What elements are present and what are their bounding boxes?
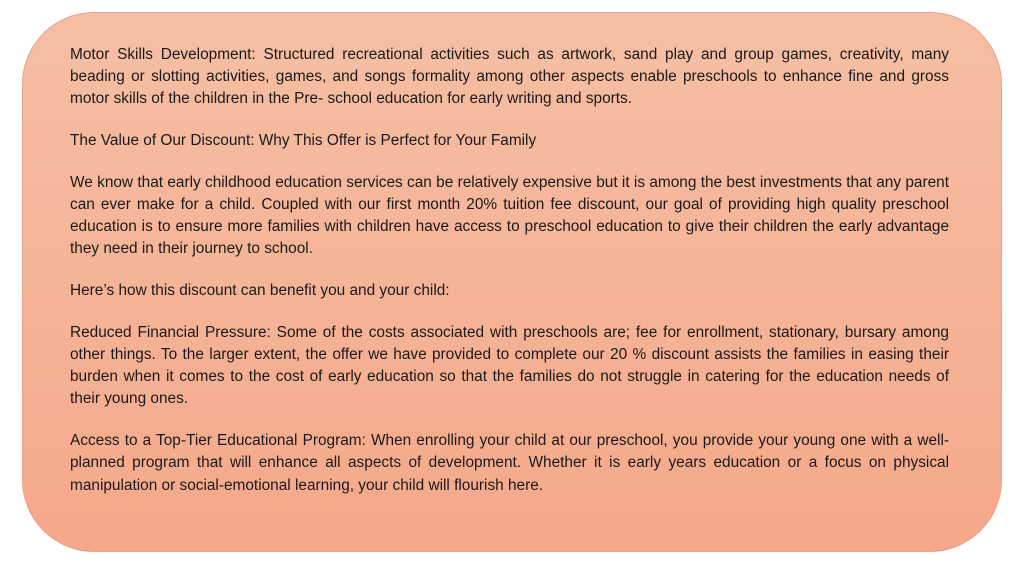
paragraph-discount-intro: We know that early childhood education services can be relatively expensive but it is among the best investments that any parent can ever make for a child. Coupled with our first month 20% tuition fee discount, our goal of providing high quality preschool education is to ensure more families with children have access to preschool education to give their children the early advantage they need in their journey to school. bbox=[70, 173, 949, 258]
paragraph-financial-pressure: Reduced Financial Pressure: Some of the costs associated with preschools are; fee for enrollment, stationary, bursary among other things. To the larger extent, the offer we have provided to complete our 20 % discount assists the families in easing their burden when it comes to the cost of early education so that the families do not struggle in catering for the education needs of their young ones. bbox=[70, 323, 949, 408]
text-body bbox=[70, 44, 949, 516]
paragraph-benefit-lead: Here’s how this discount can benefit you and your child: bbox=[70, 282, 450, 300]
paragraph-discount-heading: The Value of Our Discount: Why This Offer is Perfect for Your Family bbox=[70, 132, 537, 150]
paragraph-motor-skills: Motor Skills Development: Structured recreational activities such as artwork, sand play and group games, creativity, many beading or slotting activities, games, and songs formality among other aspects enable preschools to enhance fine and gross motor skills of the children in the Pre- school education for early writing and sports. bbox=[70, 46, 949, 108]
paragraph-top-tier-program: Access to a Top-Tier Educational Program: When enrolling your child at our preschool, you provide your young one with a well-planned program that will enhance all aspects of development. Whether it is early years education or a focus on physical manipulation or social-emotional learning, your child will flourish here. bbox=[70, 432, 949, 494]
